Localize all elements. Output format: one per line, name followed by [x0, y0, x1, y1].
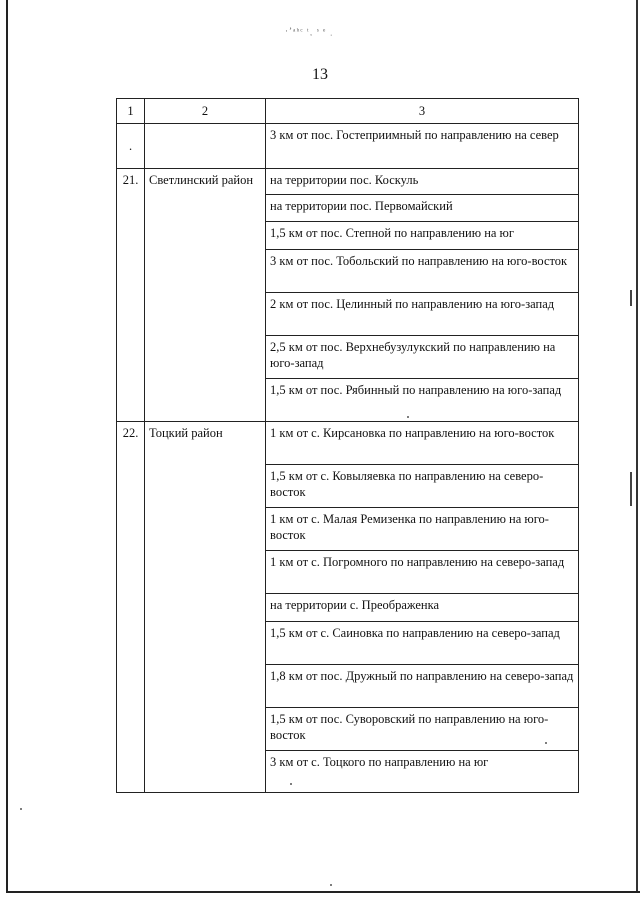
column-header: 3: [266, 99, 579, 124]
table-row: [117, 422, 579, 465]
location-cell: 3 км от пос. Гостеприимный по направлению на север: [266, 124, 579, 169]
locations-table: [116, 98, 579, 793]
scan-frame-right: [636, 0, 638, 893]
location-cell: 1 км от с. Малая Ремизенка по направлению на юго-восток: [266, 508, 579, 551]
location-cell: 3 км от с. Тоцкого по направлению на юг: [266, 751, 579, 793]
row-number: 21.: [117, 169, 145, 422]
district-cell: Тоцкий район: [145, 422, 266, 793]
location-cell: 1 км от с. Кирсановка по направлению на юго-восток: [266, 422, 579, 465]
row-number: .: [117, 124, 145, 169]
location-cell: 1,5 км от пос. Суворовский по направлению на юго-восток: [266, 708, 579, 751]
scan-speck: [545, 742, 547, 744]
location-cell: 3 км от пос. Тобольский по направлению на юго-восток: [266, 250, 579, 293]
column-header: 2: [145, 99, 266, 124]
table-row: [117, 169, 579, 195]
scan-frame-left: [6, 0, 8, 893]
column-header: 1: [117, 99, 145, 124]
scan-speck: [330, 884, 332, 886]
location-cell: 1,5 км от с. Ковыляевка по направлению на северо-восток: [266, 465, 579, 508]
table-row: [117, 124, 579, 169]
location-cell: 2,5 км от пос. Верхнебузулукский по направлению на юго-запад: [266, 336, 579, 379]
location-cell: 2 км от пос. Целинный по направлению на юго-запад: [266, 293, 579, 336]
district-cell: [145, 124, 266, 169]
scan-frame-bottom: [6, 891, 640, 893]
scan-noise-text: ·ʼᵃʰᶜ ᵗ˯ ˢ ᵉ ˌ: [285, 26, 334, 36]
row-number: 22.: [117, 422, 145, 793]
location-cell: 1 км от с. Погромного по направлению на северо-запад: [266, 551, 579, 594]
scan-speck: [290, 783, 292, 785]
location-cell: 1,8 км от пос. Дружный по направлению на северо-запад: [266, 665, 579, 708]
page-number: 13: [312, 66, 328, 83]
scan-speck: [20, 808, 22, 810]
margin-mark: [630, 290, 632, 306]
location-cell: 1,5 км от пос. Степной по направлению на юг: [266, 222, 579, 250]
location-cell: 1,5 км от пос. Рябинный по направлению на юго-запад: [266, 379, 579, 422]
location-cell: на территории пос. Первомайский: [266, 195, 579, 222]
margin-mark: [630, 472, 632, 506]
location-cell: на территории с. Преображенка: [266, 594, 579, 622]
location-cell: 1,5 км от с. Саиновка по направлению на северо-запад: [266, 622, 579, 665]
district-cell: Светлинский район: [145, 169, 266, 422]
location-cell: на территории пос. Коскуль: [266, 169, 579, 195]
scan-speck: [407, 416, 409, 418]
table-header-row: [117, 99, 579, 124]
